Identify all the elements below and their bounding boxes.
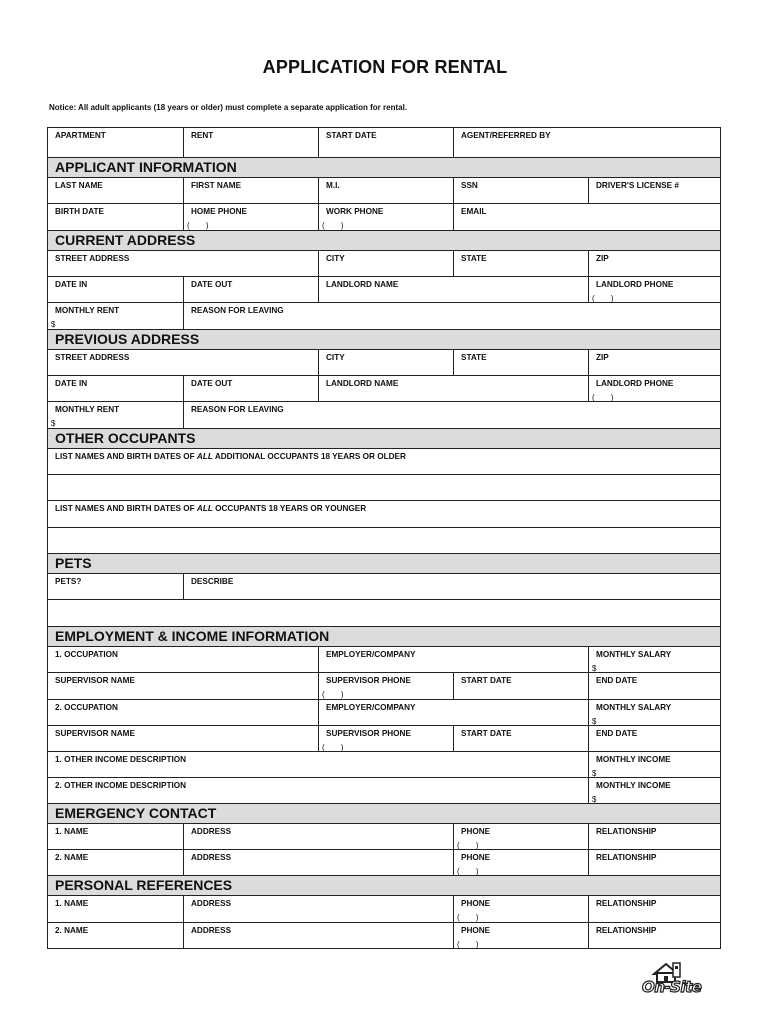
emergency-address-1-field[interactable]: ADDRESS (183, 824, 453, 849)
rental-application-form (47, 127, 721, 949)
current-monthly-rent-field[interactable]: MONTHLY RENT $ (51, 306, 120, 329)
section-personal-references: PERSONAL REFERENCES (48, 875, 720, 895)
occupants-younger-label: LIST NAMES AND BIRTH DATES OF ALL OCCUPANTS 18 YEARS OR YOUNGER (55, 504, 367, 513)
current-zip-field[interactable]: ZIP (588, 251, 720, 276)
applicant-row-2 (48, 203, 720, 230)
pets-field[interactable]: PETS? (55, 577, 82, 586)
other-income-1-field[interactable]: 1. OTHER INCOME DESCRIPTION (55, 755, 187, 764)
agent-field[interactable]: AGENT/REFERRED BY (453, 128, 720, 157)
emergency-row-2 (48, 849, 720, 875)
previous-date-out-field[interactable]: DATE OUT (183, 376, 318, 401)
previous-landlord-phone-field[interactable]: LANDLORD PHONE ( ) (588, 376, 720, 401)
previous-state-field[interactable]: STATE (453, 350, 588, 375)
emergency-relationship-2-field[interactable]: RELATIONSHIP (588, 850, 720, 875)
emergency-address-2-field[interactable]: ADDRESS (183, 850, 453, 875)
current-street-field[interactable]: STREET ADDRESS (55, 254, 130, 263)
start-date-1-field[interactable]: START DATE (453, 673, 588, 699)
reference-row-2 (48, 922, 720, 948)
last-name-field[interactable]: LAST NAME (55, 181, 103, 190)
pets-entry-row (48, 599, 720, 626)
supervisor-phone-1-field[interactable]: SUPERVISOR PHONE ( ) (318, 673, 453, 699)
notice-text: Notice: All adult applicants (18 years or older) must complete a separate application for rental. (49, 103, 408, 112)
employment-sup1-row (48, 672, 720, 699)
supervisor-phone-2-field[interactable]: SUPERVISOR PHONE ( ) (318, 726, 453, 751)
emergency-phone-1-field[interactable]: PHONE ( ) (453, 824, 588, 849)
previous-street-field[interactable]: STREET ADDRESS (55, 353, 130, 362)
end-date-1-field[interactable]: END DATE (588, 673, 720, 699)
section-pets: PETS (48, 553, 720, 573)
current-date-in-field[interactable]: DATE IN (55, 280, 88, 289)
start-date-field[interactable]: START DATE (318, 128, 453, 157)
current-date-out-field[interactable]: DATE OUT (183, 277, 318, 302)
occupation-2-field[interactable]: 2. OCCUPATION (55, 703, 118, 712)
other-income-2-field[interactable]: 2. OTHER INCOME DESCRIPTION (55, 781, 187, 790)
current-row-3 (48, 302, 720, 329)
reference-relationship-2-field[interactable]: RELATIONSHIP (588, 923, 720, 948)
employer-1-field[interactable]: EMPLOYER/COMPANY (318, 647, 588, 672)
occupants-older-entry-row (48, 474, 720, 500)
pets-describe-field[interactable]: DESCRIBE (183, 574, 720, 599)
rent-field[interactable]: RENT (183, 128, 318, 157)
work-phone-field[interactable]: WORK PHONE ( ) (318, 204, 453, 230)
current-city-field[interactable]: CITY (318, 251, 453, 276)
emergency-name-1-field[interactable]: 1. NAME (55, 827, 89, 836)
reference-address-1-field[interactable]: ADDRESS (183, 896, 453, 922)
header-row (48, 127, 720, 157)
emergency-relationship-1-field[interactable]: RELATIONSHIP (588, 824, 720, 849)
current-reason-leaving-field[interactable]: REASON FOR LEAVING (183, 303, 720, 329)
reference-name-1-field[interactable]: 1. NAME (55, 899, 89, 908)
ssn-field[interactable]: SSN (453, 178, 588, 203)
occupants-younger-entry-row (48, 527, 720, 553)
current-state-field[interactable]: STATE (453, 251, 588, 276)
previous-row-1 (48, 349, 720, 375)
mi-field[interactable]: M.I. (318, 178, 453, 203)
monthly-income-2-field[interactable]: MONTHLY INCOME $ (588, 778, 720, 803)
drivers-license-field[interactable]: DRIVER'S LICENSE # (588, 178, 720, 203)
reference-phone-1-field[interactable]: PHONE ( ) (453, 896, 588, 922)
birth-date-field[interactable]: BIRTH DATE (55, 207, 104, 216)
occupation-1-field[interactable]: 1. OCCUPATION (55, 650, 118, 659)
reference-phone-2-field[interactable]: PHONE ( ) (453, 923, 588, 948)
section-other-occupants: OTHER OCCUPANTS (48, 428, 720, 448)
emergency-phone-2-field[interactable]: PHONE ( ) (453, 850, 588, 875)
pets-row-1 (48, 573, 720, 599)
previous-date-in-field[interactable]: DATE IN (55, 379, 88, 388)
home-phone-field[interactable]: HOME PHONE ( ) (183, 204, 318, 230)
section-current-address: CURRENT ADDRESS (48, 230, 720, 250)
occupants-older-label-row (48, 448, 720, 474)
applicant-row-1 (48, 177, 720, 203)
employment-occ2-row (48, 699, 720, 725)
reference-address-2-field[interactable]: ADDRESS (183, 923, 453, 948)
employer-2-field[interactable]: EMPLOYER/COMPANY (318, 700, 588, 725)
employment-inc2-row (48, 777, 720, 803)
emergency-name-2-field[interactable]: 2. NAME (55, 853, 89, 862)
occupants-older-label: LIST NAMES AND BIRTH DATES OF ALL ADDITIONAL OCCUPANTS 18 YEARS OR OLDER (55, 452, 406, 461)
start-date-2-field[interactable]: START DATE (453, 726, 588, 751)
current-row-1 (48, 250, 720, 276)
current-row-2 (48, 276, 720, 302)
apartment-field[interactable]: APARTMENT (55, 131, 106, 140)
email-field[interactable]: EMAIL (453, 204, 720, 230)
end-date-2-field[interactable]: END DATE (588, 726, 720, 751)
current-landlord-name-field[interactable]: LANDLORD NAME (318, 277, 588, 302)
first-name-field[interactable]: FIRST NAME (183, 178, 318, 203)
previous-monthly-rent-field[interactable]: MONTHLY RENT $ (51, 405, 120, 428)
previous-row-3 (48, 401, 720, 428)
reference-name-2-field[interactable]: 2. NAME (55, 926, 89, 935)
employment-occ1-row (48, 646, 720, 672)
previous-landlord-name-field[interactable]: LANDLORD NAME (318, 376, 588, 401)
section-previous-address: PREVIOUS ADDRESS (48, 329, 720, 349)
employment-sup2-row (48, 725, 720, 751)
emergency-row-1 (48, 823, 720, 849)
section-applicant-information: APPLICANT INFORMATION (48, 157, 720, 177)
pets-extra-field[interactable] (48, 600, 720, 626)
supervisor-name-1-field[interactable]: SUPERVISOR NAME (55, 676, 135, 685)
reference-row-1 (48, 895, 720, 922)
monthly-salary-1-field[interactable]: MONTHLY SALARY $ (588, 647, 720, 672)
occupants-younger-field[interactable] (48, 528, 720, 553)
occupants-younger-label-row (48, 500, 720, 527)
previous-row-2 (48, 375, 720, 401)
monthly-income-1-field[interactable]: MONTHLY INCOME $ (588, 752, 720, 777)
monthly-salary-2-field[interactable]: MONTHLY SALARY $ (588, 700, 720, 725)
form-title: APPLICATION FOR RENTAL (262, 57, 508, 77)
supervisor-name-2-field[interactable]: SUPERVISOR NAME (55, 729, 135, 738)
section-emergency-contact: EMERGENCY CONTACT (48, 803, 720, 823)
reference-relationship-1-field[interactable]: RELATIONSHIP (588, 896, 720, 922)
onsite-logo-text: On-Site (642, 978, 702, 996)
previous-reason-leaving-field[interactable]: REASON FOR LEAVING (183, 402, 720, 428)
previous-zip-field[interactable]: ZIP (588, 350, 720, 375)
employment-inc1-row (48, 751, 720, 777)
current-landlord-phone-field[interactable]: LANDLORD PHONE ( ) (588, 277, 720, 302)
section-employment-income: EMPLOYMENT & INCOME INFORMATION (48, 626, 720, 646)
occupants-older-field[interactable] (48, 475, 720, 500)
previous-city-field[interactable]: CITY (318, 350, 453, 375)
